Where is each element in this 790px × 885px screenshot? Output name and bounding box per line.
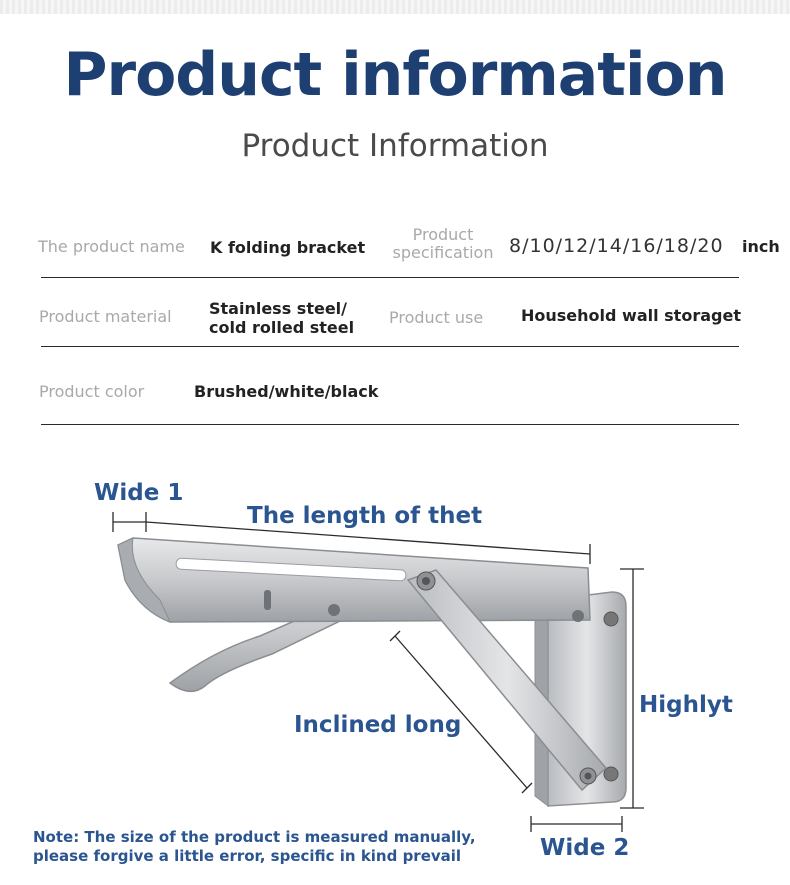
product-use-value: Household wall storaget (521, 306, 741, 325)
note-line1: Note: The size of the product is measured manually, (33, 828, 476, 846)
product-spec-label-line2: specification (392, 243, 494, 262)
product-color-value: Brushed/white/black (194, 382, 379, 401)
dimension-length-label: The length of thet (247, 503, 483, 529)
dimension-wide2-label: Wide 2 (540, 835, 630, 861)
product-name-label: The product name (38, 237, 185, 256)
page-title: Product information (63, 40, 727, 110)
product-spec-label-line1: Product (412, 225, 474, 244)
product-material-value-line1: Stainless steel/ (209, 299, 347, 318)
table-divider-3 (41, 424, 739, 425)
dimension-wide1-label: Wide 1 (94, 480, 184, 506)
product-use-label: Product use (389, 308, 484, 327)
product-material-label: Product material (39, 307, 172, 326)
page-subtitle: Product Information (241, 128, 549, 164)
product-spec-value: 8/10/12/14/16/18/20 (509, 235, 724, 257)
product-spec-unit: inch (742, 237, 780, 256)
note-line2: please forgive a little error, specific in kind prevail (33, 847, 462, 865)
product-material-value-line2: cold rolled steel (209, 318, 355, 337)
table-divider-2 (41, 346, 739, 347)
top-texture-band (0, 0, 790, 14)
dimension-inclined-label: Inclined long (294, 712, 462, 738)
product-name-value: K folding bracket (210, 238, 366, 257)
dimension-height-label: Highlyt (639, 692, 733, 718)
product-color-label: Product color (39, 382, 145, 401)
table-divider-1 (41, 277, 739, 278)
